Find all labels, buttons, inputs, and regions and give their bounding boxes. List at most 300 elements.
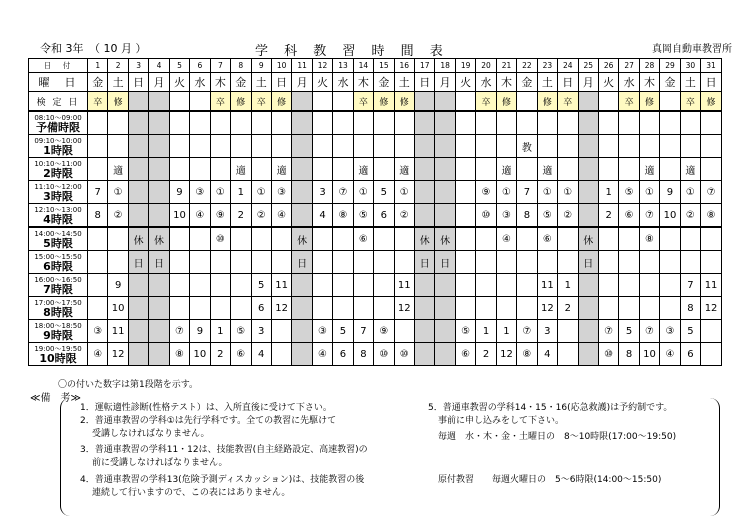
lesson-cell	[210, 135, 230, 158]
period-name: 6時限	[43, 260, 73, 273]
inspection-cell: 卒	[558, 92, 578, 112]
lesson-cell: 適	[394, 158, 414, 181]
lesson-cell: ⑥	[353, 227, 373, 251]
period-label	[29, 111, 88, 135]
inspection-cell	[415, 92, 435, 112]
lesson-cell	[619, 135, 639, 158]
period-time: 19:00～19:50	[34, 345, 82, 353]
lesson-cell	[394, 135, 414, 158]
lesson-cell	[598, 111, 618, 135]
lesson-cell: ⑩	[374, 343, 394, 366]
period-label	[29, 274, 88, 297]
lesson-cell	[578, 204, 598, 228]
lesson-cell	[333, 274, 353, 297]
lesson-cell: ②	[558, 204, 578, 228]
lesson-cell	[292, 343, 312, 366]
weekday-cell: 水	[333, 73, 353, 92]
lesson-cell	[619, 111, 639, 135]
lesson-cell: 7	[517, 181, 537, 204]
remark-5-cont: 事前に申し込みをして下さい。	[438, 416, 565, 426]
lesson-cell: 休	[435, 227, 455, 251]
lesson-cell: ⑦	[169, 320, 189, 343]
lesson-cell	[394, 111, 414, 135]
lesson-cell: 適	[271, 158, 291, 181]
lesson-cell: 9	[190, 320, 210, 343]
period-time: 17:00～17:50	[34, 299, 82, 307]
inspection-cell	[292, 92, 312, 112]
lesson-cell	[149, 274, 169, 297]
lesson-cell	[537, 251, 557, 274]
lesson-cell: ⑥	[455, 343, 475, 366]
date-cell: 12	[312, 59, 332, 73]
lesson-cell	[169, 135, 189, 158]
date-cell: 9	[251, 59, 271, 73]
lesson-cell	[149, 111, 169, 135]
lesson-cell	[271, 343, 291, 366]
period-time: 09:10～10:00	[34, 137, 82, 145]
lesson-cell: 4	[251, 343, 271, 366]
lesson-cell: 8	[517, 204, 537, 228]
period-label	[29, 204, 88, 228]
lesson-cell	[353, 297, 373, 320]
lesson-cell: ③	[271, 181, 291, 204]
lesson-cell	[415, 181, 435, 204]
weekday-cell: 月	[435, 73, 455, 92]
lesson-cell: 8	[88, 204, 108, 228]
lesson-cell: 9	[660, 181, 680, 204]
lesson-cell	[149, 320, 169, 343]
lesson-cell: 日	[435, 251, 455, 274]
lesson-cell	[496, 111, 516, 135]
lesson-cell	[190, 135, 210, 158]
lesson-cell: ⑩	[210, 227, 230, 251]
lesson-cell: 12	[701, 297, 722, 320]
lesson-cell: 12	[108, 343, 128, 366]
lesson-cell	[149, 204, 169, 228]
lesson-cell	[517, 158, 537, 181]
period-row	[29, 181, 722, 204]
weekday-cell: 木	[210, 73, 230, 92]
lesson-cell	[639, 274, 659, 297]
lesson-cell: 1	[476, 320, 496, 343]
lesson-cell	[537, 111, 557, 135]
lesson-cell	[88, 135, 108, 158]
lesson-cell	[435, 204, 455, 228]
lesson-cell	[558, 227, 578, 251]
lesson-cell: ⑥	[231, 343, 251, 366]
lesson-cell	[128, 343, 148, 366]
lesson-cell	[415, 204, 435, 228]
period-label	[29, 227, 88, 251]
lesson-cell: 10	[169, 204, 189, 228]
school-name: 真岡自動車教習所	[652, 44, 732, 55]
lesson-cell	[558, 343, 578, 366]
lesson-cell	[701, 227, 722, 251]
lesson-cell: 日	[578, 251, 598, 274]
lesson-cell	[415, 158, 435, 181]
lesson-cell	[231, 251, 251, 274]
lesson-cell	[496, 251, 516, 274]
remark-3: 3．普通車教習の学科11・12は、技能教習(自主経路設定、高速教習)の	[80, 445, 368, 455]
lesson-cell: 3	[537, 320, 557, 343]
inspection-cell	[660, 92, 680, 112]
lesson-cell	[558, 135, 578, 158]
date-cell: 20	[476, 59, 496, 73]
lesson-cell	[701, 135, 722, 158]
lesson-cell: ①	[537, 181, 557, 204]
lesson-cell	[598, 158, 618, 181]
inspection-cell: 修	[639, 92, 659, 112]
lesson-cell	[88, 297, 108, 320]
lesson-cell: ⑧	[639, 227, 659, 251]
lesson-cell: 休	[292, 227, 312, 251]
weekday-cell: 土	[680, 73, 700, 92]
lesson-cell: 5	[251, 274, 271, 297]
lesson-cell: 日	[292, 251, 312, 274]
header-era-month: 令和 3年 （ 10 月 ）	[40, 42, 147, 55]
lesson-cell	[578, 158, 598, 181]
lesson-cell	[169, 297, 189, 320]
lesson-cell	[271, 135, 291, 158]
lesson-cell	[455, 111, 475, 135]
weekday-cell: 水	[476, 73, 496, 92]
lesson-cell: ⑩	[476, 204, 496, 228]
lesson-cell: 5	[680, 320, 700, 343]
lesson-cell: 10	[190, 343, 210, 366]
lesson-cell	[128, 274, 148, 297]
period-row	[29, 227, 722, 251]
lesson-cell: 4	[312, 204, 332, 228]
lesson-cell: ⑤	[353, 204, 373, 228]
lesson-cell	[619, 274, 639, 297]
lesson-cell	[190, 227, 210, 251]
lesson-cell	[537, 135, 557, 158]
lesson-cell	[292, 204, 312, 228]
lesson-cell: 10	[660, 204, 680, 228]
date-cell: 11	[292, 59, 312, 73]
weekday-cell: 木	[639, 73, 659, 92]
weekday-cell: 金	[231, 73, 251, 92]
weekday-cell: 土	[108, 73, 128, 92]
remark-4: 4．普通車教習の学科13(危険予測ディスカッション)は、技能教習の後	[80, 475, 365, 485]
lesson-cell	[660, 227, 680, 251]
inspection-cell	[598, 92, 618, 112]
weekday-cell: 日	[271, 73, 291, 92]
lesson-cell	[660, 274, 680, 297]
period-label	[29, 158, 88, 181]
weekday-cell: 金	[517, 73, 537, 92]
inspection-cell: 修	[231, 92, 251, 112]
lesson-cell	[455, 227, 475, 251]
lesson-cell: ②	[680, 204, 700, 228]
lesson-cell	[190, 158, 210, 181]
lesson-cell	[619, 227, 639, 251]
period-label	[29, 343, 88, 366]
date-cell: 25	[578, 59, 598, 73]
date-cell: 30	[680, 59, 700, 73]
period-label	[29, 320, 88, 343]
date-cell: 21	[496, 59, 516, 73]
period-name: 2時限	[43, 167, 73, 180]
lesson-cell	[128, 158, 148, 181]
lesson-cell: ③	[496, 204, 516, 228]
lesson-cell: 休	[415, 227, 435, 251]
lesson-cell	[374, 158, 394, 181]
inspection-cell: 修	[394, 92, 414, 112]
date-cell: 22	[517, 59, 537, 73]
weekday-cell: 月	[149, 73, 169, 92]
lesson-cell	[476, 111, 496, 135]
lesson-cell	[312, 227, 332, 251]
lesson-cell: 1	[598, 181, 618, 204]
lesson-cell	[578, 343, 598, 366]
weekday-cell: 火	[312, 73, 332, 92]
lesson-cell	[598, 251, 618, 274]
inspection-cell	[455, 92, 475, 112]
lesson-cell: ⑦	[333, 181, 353, 204]
lesson-cell	[660, 297, 680, 320]
lesson-cell: 6	[680, 343, 700, 366]
lesson-cell	[169, 158, 189, 181]
lesson-cell	[169, 111, 189, 135]
lesson-cell	[190, 297, 210, 320]
lesson-cell	[231, 274, 251, 297]
lesson-cell	[455, 135, 475, 158]
lesson-cell: ⑧	[701, 204, 722, 228]
lesson-cell: 12	[394, 297, 414, 320]
date-cell: 4	[149, 59, 169, 73]
date-cell: 27	[619, 59, 639, 73]
lesson-cell: ①	[353, 181, 373, 204]
inspection-cell	[312, 92, 332, 112]
lesson-cell: ③	[312, 320, 332, 343]
lesson-cell: 11	[394, 274, 414, 297]
lesson-cell: 8	[680, 297, 700, 320]
lesson-cell	[598, 227, 618, 251]
date-cell: 28	[639, 59, 659, 73]
lesson-cell: 10	[639, 343, 659, 366]
inspection-cell	[517, 92, 537, 112]
inspection-cell: 卒	[619, 92, 639, 112]
lesson-cell	[639, 111, 659, 135]
lesson-cell	[353, 251, 373, 274]
lesson-cell	[128, 320, 148, 343]
period-time: 11:10～12:00	[34, 183, 82, 191]
lesson-cell	[251, 135, 271, 158]
lesson-cell	[435, 158, 455, 181]
lesson-cell	[374, 135, 394, 158]
lesson-cell	[231, 111, 251, 135]
lesson-cell	[435, 181, 455, 204]
lesson-cell	[578, 181, 598, 204]
lesson-cell	[210, 158, 230, 181]
lesson-cell	[415, 343, 435, 366]
period-time: 16:00～16:50	[34, 276, 82, 284]
lesson-cell: ⑦	[517, 320, 537, 343]
lesson-cell: ④	[660, 343, 680, 366]
lesson-cell	[394, 320, 414, 343]
inspection-cell	[128, 92, 148, 112]
lesson-cell	[333, 251, 353, 274]
date-cell: 10	[271, 59, 291, 73]
lesson-cell: 9	[169, 181, 189, 204]
weekday-cell: 日	[415, 73, 435, 92]
date-cell: 31	[701, 59, 722, 73]
period-row	[29, 274, 722, 297]
lesson-cell	[598, 274, 618, 297]
lesson-cell: 適	[496, 158, 516, 181]
lesson-cell: ⑦	[639, 204, 659, 228]
remark-5: 5．普通車教習の学科14・15・16(応急救護)は予約制です。	[428, 403, 673, 413]
lesson-cell	[435, 297, 455, 320]
remark-1: 1．運転適性診断(性格テスト）は、入所直後に受けて下さい。	[80, 403, 332, 413]
date-cell: 24	[558, 59, 578, 73]
inspection-cell	[333, 92, 353, 112]
lesson-cell	[558, 158, 578, 181]
date-cell: 2	[108, 59, 128, 73]
lesson-cell	[149, 297, 169, 320]
lesson-cell	[169, 251, 189, 274]
remark-3-cont: 前に受講しなければなりません。	[92, 458, 228, 468]
lesson-cell	[271, 227, 291, 251]
remark-4-cont: 連続して行いますので、この表にはありません。	[92, 488, 291, 498]
lesson-cell	[660, 158, 680, 181]
lesson-cell: 12	[537, 297, 557, 320]
lesson-cell: 2	[210, 343, 230, 366]
inspection-cell: 卒	[210, 92, 230, 112]
lesson-cell: 適	[639, 158, 659, 181]
lesson-cell	[312, 297, 332, 320]
weekday-cell: 日	[701, 73, 722, 92]
lesson-cell	[169, 274, 189, 297]
lesson-cell: 5	[374, 181, 394, 204]
date-cell: 7	[210, 59, 230, 73]
lesson-cell	[128, 135, 148, 158]
lesson-cell	[517, 297, 537, 320]
lesson-cell: 12	[496, 343, 516, 366]
lesson-cell	[680, 251, 700, 274]
lesson-cell	[128, 297, 148, 320]
lesson-cell	[680, 111, 700, 135]
lesson-cell	[598, 297, 618, 320]
lesson-cell	[435, 135, 455, 158]
lesson-cell	[701, 111, 722, 135]
period-name: 5時限	[43, 237, 73, 250]
lesson-cell	[210, 297, 230, 320]
lesson-cell: ①	[558, 181, 578, 204]
lesson-cell: ①	[496, 181, 516, 204]
lesson-cell: 3	[312, 181, 332, 204]
lesson-cell	[374, 227, 394, 251]
lesson-cell	[639, 135, 659, 158]
lesson-cell: 2	[476, 343, 496, 366]
inspection-cell: 修	[271, 92, 291, 112]
lesson-cell	[88, 111, 108, 135]
weekday-cell: 水	[190, 73, 210, 92]
lesson-cell	[231, 227, 251, 251]
weekday-cell: 木	[496, 73, 516, 92]
lesson-cell: ④	[88, 343, 108, 366]
lesson-cell	[128, 111, 148, 135]
lesson-cell	[312, 111, 332, 135]
lesson-cell: ⑩	[394, 343, 414, 366]
period-time: 14:00～14:50	[34, 230, 82, 238]
period-label	[29, 297, 88, 320]
lesson-cell	[496, 297, 516, 320]
lesson-cell	[455, 274, 475, 297]
lesson-cell	[517, 251, 537, 274]
period-row	[29, 204, 722, 228]
lesson-cell: ⑤	[455, 320, 475, 343]
lesson-cell: 3	[251, 320, 271, 343]
lesson-cell	[333, 135, 353, 158]
lesson-cell	[251, 251, 271, 274]
lesson-cell: 1	[496, 320, 516, 343]
inspection-cell	[149, 92, 169, 112]
lesson-cell	[517, 274, 537, 297]
date-cell: 23	[537, 59, 557, 73]
lesson-cell: ⑨	[374, 320, 394, 343]
lesson-cell	[353, 274, 373, 297]
lesson-cell: 6	[333, 343, 353, 366]
lesson-cell	[149, 135, 169, 158]
remark-2-cont: 受講しなければなりません。	[92, 429, 210, 439]
lesson-cell: 5	[333, 320, 353, 343]
inspection-cell: 修	[496, 92, 516, 112]
lesson-cell	[271, 251, 291, 274]
lesson-cell: ⑥	[619, 204, 639, 228]
lesson-cell: ③	[88, 320, 108, 343]
lesson-cell	[619, 297, 639, 320]
period-row	[29, 251, 722, 274]
lesson-cell	[619, 251, 639, 274]
weekday-cell: 水	[619, 73, 639, 92]
lesson-cell	[415, 297, 435, 320]
lesson-cell	[435, 274, 455, 297]
period-name: 9時限	[43, 329, 73, 342]
lesson-cell: 教	[517, 135, 537, 158]
lesson-cell	[660, 251, 680, 274]
lesson-cell	[455, 181, 475, 204]
lesson-cell: ①	[210, 181, 230, 204]
legend-note: 〇の付いた数字は第1段階を示す。	[58, 380, 199, 390]
date-cell: 29	[660, 59, 680, 73]
lesson-cell: ①	[394, 181, 414, 204]
lesson-cell	[680, 227, 700, 251]
date-cell: 26	[598, 59, 618, 73]
period-label	[29, 251, 88, 274]
lesson-cell	[578, 274, 598, 297]
lesson-cell	[169, 227, 189, 251]
lesson-cell: ①	[639, 181, 659, 204]
period-row	[29, 158, 722, 181]
lesson-cell	[558, 111, 578, 135]
lesson-cell	[88, 227, 108, 251]
lesson-cell	[578, 297, 598, 320]
lesson-cell	[496, 274, 516, 297]
inspection-cell: 修	[374, 92, 394, 112]
period-time: 10:10～11:00	[34, 160, 82, 168]
lesson-cell	[496, 135, 516, 158]
lesson-cell: ③	[190, 181, 210, 204]
lesson-cell	[415, 135, 435, 158]
period-name: 10時限	[39, 352, 77, 365]
lesson-cell	[415, 274, 435, 297]
lesson-cell	[374, 251, 394, 274]
lesson-cell: 11	[271, 274, 291, 297]
period-name: 7時限	[43, 283, 73, 296]
lesson-cell	[394, 251, 414, 274]
